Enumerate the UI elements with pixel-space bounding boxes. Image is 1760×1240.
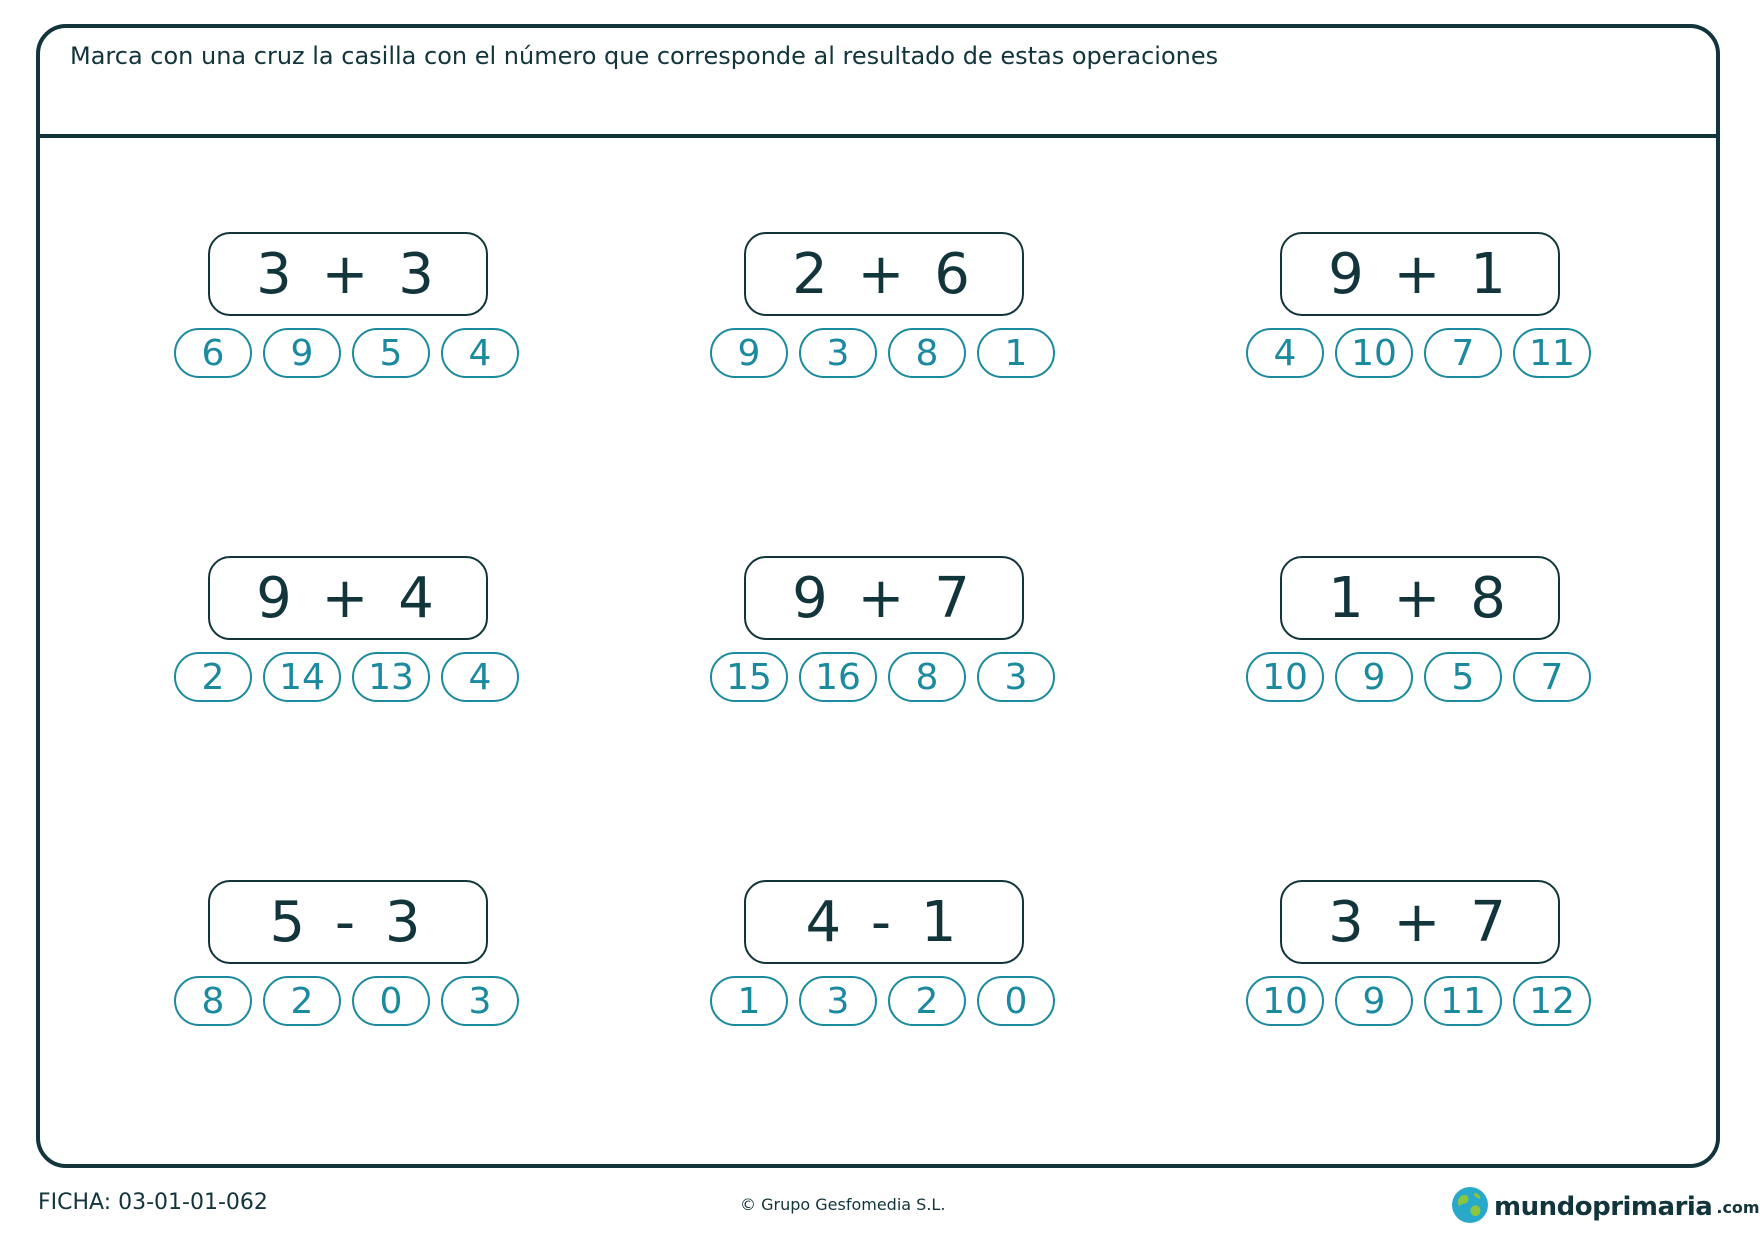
exercise-8 xyxy=(710,880,1070,1040)
worksheet-code: FICHA: 03-01-01-062 xyxy=(38,1190,268,1215)
answer-options xyxy=(174,328,519,378)
answer-option[interactable]: 7 xyxy=(1513,652,1591,702)
exercise-5 xyxy=(710,556,1070,716)
answer-option[interactable]: 5 xyxy=(1424,652,1502,702)
exercise-9 xyxy=(1246,880,1606,1040)
answer-option[interactable]: 14 xyxy=(263,652,341,702)
answer-option[interactable]: 8 xyxy=(888,328,966,378)
answer-options xyxy=(1246,652,1591,702)
answer-option[interactable]: 11 xyxy=(1513,328,1591,378)
answer-option[interactable]: 13 xyxy=(352,652,430,702)
answer-option[interactable]: 9 xyxy=(710,328,788,378)
answer-option[interactable]: 2 xyxy=(174,652,252,702)
answer-option[interactable]: 3 xyxy=(799,976,877,1026)
instruction-header xyxy=(40,28,1716,138)
answer-option[interactable]: 10 xyxy=(1246,976,1324,1026)
exercise-2 xyxy=(710,232,1070,392)
answer-option[interactable]: 3 xyxy=(977,652,1055,702)
answer-option[interactable]: 4 xyxy=(441,652,519,702)
answer-option[interactable]: 4 xyxy=(441,328,519,378)
operation-box: 4 - 1 xyxy=(744,880,1024,964)
instruction-text: Marca con una cruz la casilla con el número que corresponde al resultado de estas operaciones xyxy=(70,42,1219,70)
operation-box: 5 - 3 xyxy=(208,880,488,964)
answer-option[interactable]: 5 xyxy=(352,328,430,378)
answer-options xyxy=(174,976,519,1026)
brand-name: mundoprimaria xyxy=(1494,1192,1713,1222)
answer-option[interactable]: 2 xyxy=(888,976,966,1026)
answer-options xyxy=(710,652,1055,702)
answer-option[interactable]: 3 xyxy=(441,976,519,1026)
operation-box: 3 + 7 xyxy=(1280,880,1560,964)
answer-option[interactable]: 11 xyxy=(1424,976,1502,1026)
answer-options xyxy=(174,652,519,702)
answer-option[interactable]: 0 xyxy=(352,976,430,1026)
operation-box: 9 + 7 xyxy=(744,556,1024,640)
answer-option[interactable]: 7 xyxy=(1424,328,1502,378)
answer-option[interactable]: 0 xyxy=(977,976,1055,1026)
brand-logo[interactable] xyxy=(1450,1185,1760,1229)
answer-options xyxy=(1246,976,1591,1026)
operation-box: 1 + 8 xyxy=(1280,556,1560,640)
answer-option[interactable]: 1 xyxy=(710,976,788,1026)
answer-options xyxy=(710,328,1055,378)
answer-option[interactable]: 2 xyxy=(263,976,341,1026)
brand-tld: .com xyxy=(1716,1197,1760,1217)
answer-option[interactable]: 4 xyxy=(1246,328,1324,378)
answer-option[interactable]: 10 xyxy=(1246,652,1324,702)
exercise-3 xyxy=(1246,232,1606,392)
answer-option[interactable]: 15 xyxy=(710,652,788,702)
answer-option[interactable]: 8 xyxy=(888,652,966,702)
globe-icon xyxy=(1450,1185,1490,1229)
answer-option[interactable]: 1 xyxy=(977,328,1055,378)
answer-option[interactable]: 10 xyxy=(1335,328,1413,378)
answer-options xyxy=(710,976,1055,1026)
answer-option[interactable]: 6 xyxy=(174,328,252,378)
operation-box: 2 + 6 xyxy=(744,232,1024,316)
answer-option[interactable]: 9 xyxy=(1335,652,1413,702)
exercise-4 xyxy=(174,556,534,716)
worksheet-frame xyxy=(36,24,1720,1168)
answer-option[interactable]: 3 xyxy=(799,328,877,378)
answer-options xyxy=(1246,328,1591,378)
exercise-7 xyxy=(174,880,534,1040)
operation-box: 9 + 1 xyxy=(1280,232,1560,316)
operation-box: 9 + 4 xyxy=(208,556,488,640)
answer-option[interactable]: 12 xyxy=(1513,976,1591,1026)
answer-option[interactable]: 8 xyxy=(174,976,252,1026)
answer-option[interactable]: 16 xyxy=(799,652,877,702)
answer-option[interactable]: 9 xyxy=(263,328,341,378)
answer-option[interactable]: 9 xyxy=(1335,976,1413,1026)
exercise-6 xyxy=(1246,556,1606,716)
exercise-1 xyxy=(174,232,534,392)
operation-box: 3 + 3 xyxy=(208,232,488,316)
copyright-notice: © Grupo Gesfomedia S.L. xyxy=(740,1195,946,1214)
